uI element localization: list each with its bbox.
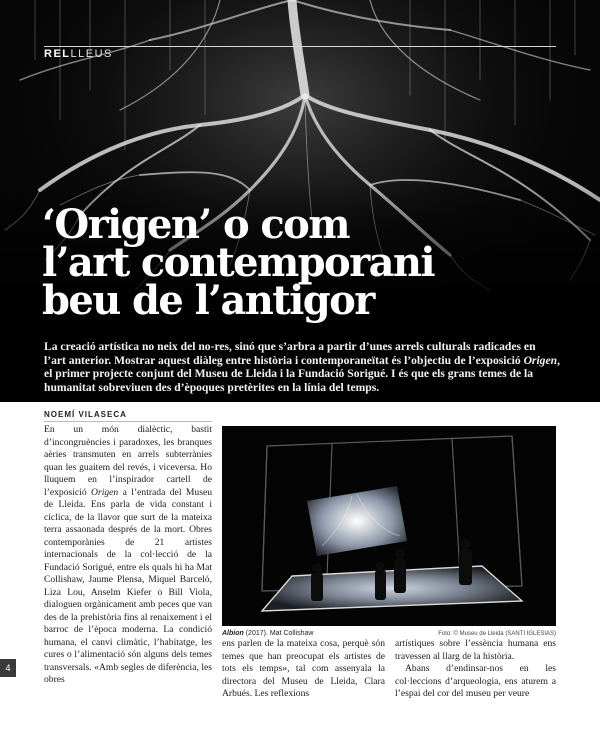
col1-text-1: En un món dialèctic, bastit d’incongruències i paradoxes, les branques aèries transmuten en arrels subterrànies quan les guaitem del revés, i viceversa. Ho lluquem en l’inspirador cartell de l’exposició <box>44 424 212 498</box>
body-paragraph: ens parlen de la mateixa cosa, perquè són temes que han preocupat els artistes de tots els temps», tal com assenyala la directora del Museu de Lleida, Clara Arbués. Les reflexions <box>222 638 385 699</box>
col1-exhibition-title: Origen <box>91 486 119 498</box>
article-lead <box>44 340 560 394</box>
caption-details: (2017). Mat Collishaw <box>243 630 314 637</box>
lead-exhibition-title: Origen <box>523 353 558 367</box>
section-label-prefix: REL <box>44 48 71 60</box>
body-column-3 <box>395 638 556 740</box>
author-byline: NOEMÍ VILASECA <box>44 410 127 419</box>
page-number: 4 <box>0 659 16 677</box>
body-paragraph <box>44 424 212 687</box>
lead-text-1: La creació artística no neix del no-res, sinó que s’arbra a partir d’unes arrels culturals radicades en l’art anterior. Mostrar aquest diàleg entre història i contemporaneïtat és l’objectiu de l’exposició <box>44 340 536 367</box>
installation-photo-illustration <box>222 426 556 626</box>
col1-text-2: a l’entrada del Museu de Lleida. Ens parla de vida constant i cíclica, de la llavor que surt de la mateixa terra assaonada després de la mort. Obres contemporànies de 21 artistes internacionals de la col·lecció de la Fundació Sorigué, entre els quals hi ha Mat Collishaw, Jaume Plensa, Miquel Barceló, Liza Lou, Anselm Kiefer o Bill Viola, dialoguen orgànicament amb peces que van des de la prehistòria fins al renaixement i el barroc de l’època moderna. La condició humana, el canvi climàtic, l’habitatge, les cures o l’alimentació són alguns dels temes transversals. «Amb segles de diferència, les obres <box>44 486 212 685</box>
body-paragraph: Abans d’endinsar-nos en les col·leccions d’arqueologia, ens aturem a l’espai del cor del museu per veure <box>395 663 556 699</box>
exhibition-photo <box>222 426 556 626</box>
visitor-figure <box>311 563 323 601</box>
headline-line-3: beu de l’antigor <box>42 277 374 324</box>
headline-line-1: ‘Origen’ o com <box>42 201 349 248</box>
body-column-1 <box>44 424 212 740</box>
lead-text-2: , el primer projecte conjunt del Museu de Lleida i la Fundació Sorigué. I és que els grans temes de la humanitat sobreviuen des d’èpoques pretèrites en la línia del temps. <box>44 353 560 394</box>
caption-artwork-title: Albion <box>222 630 244 637</box>
section-label <box>44 48 113 60</box>
headline-line-2: l’art contemporani <box>42 239 435 286</box>
byline-divider <box>44 421 212 422</box>
photo-credit: Foto: © Museu de Lleida (SANTI IGLESIAS) <box>438 631 556 637</box>
body-column-2 <box>222 638 385 740</box>
body-paragraph: artístiques sobre l’essència humana ens travessen al llarg de la història. <box>395 638 556 662</box>
section-label-suffix: LLEUS <box>70 48 113 60</box>
visitor-figure <box>394 549 406 593</box>
section-divider <box>44 46 556 47</box>
article-headline <box>42 201 572 324</box>
photo-caption <box>222 630 313 637</box>
